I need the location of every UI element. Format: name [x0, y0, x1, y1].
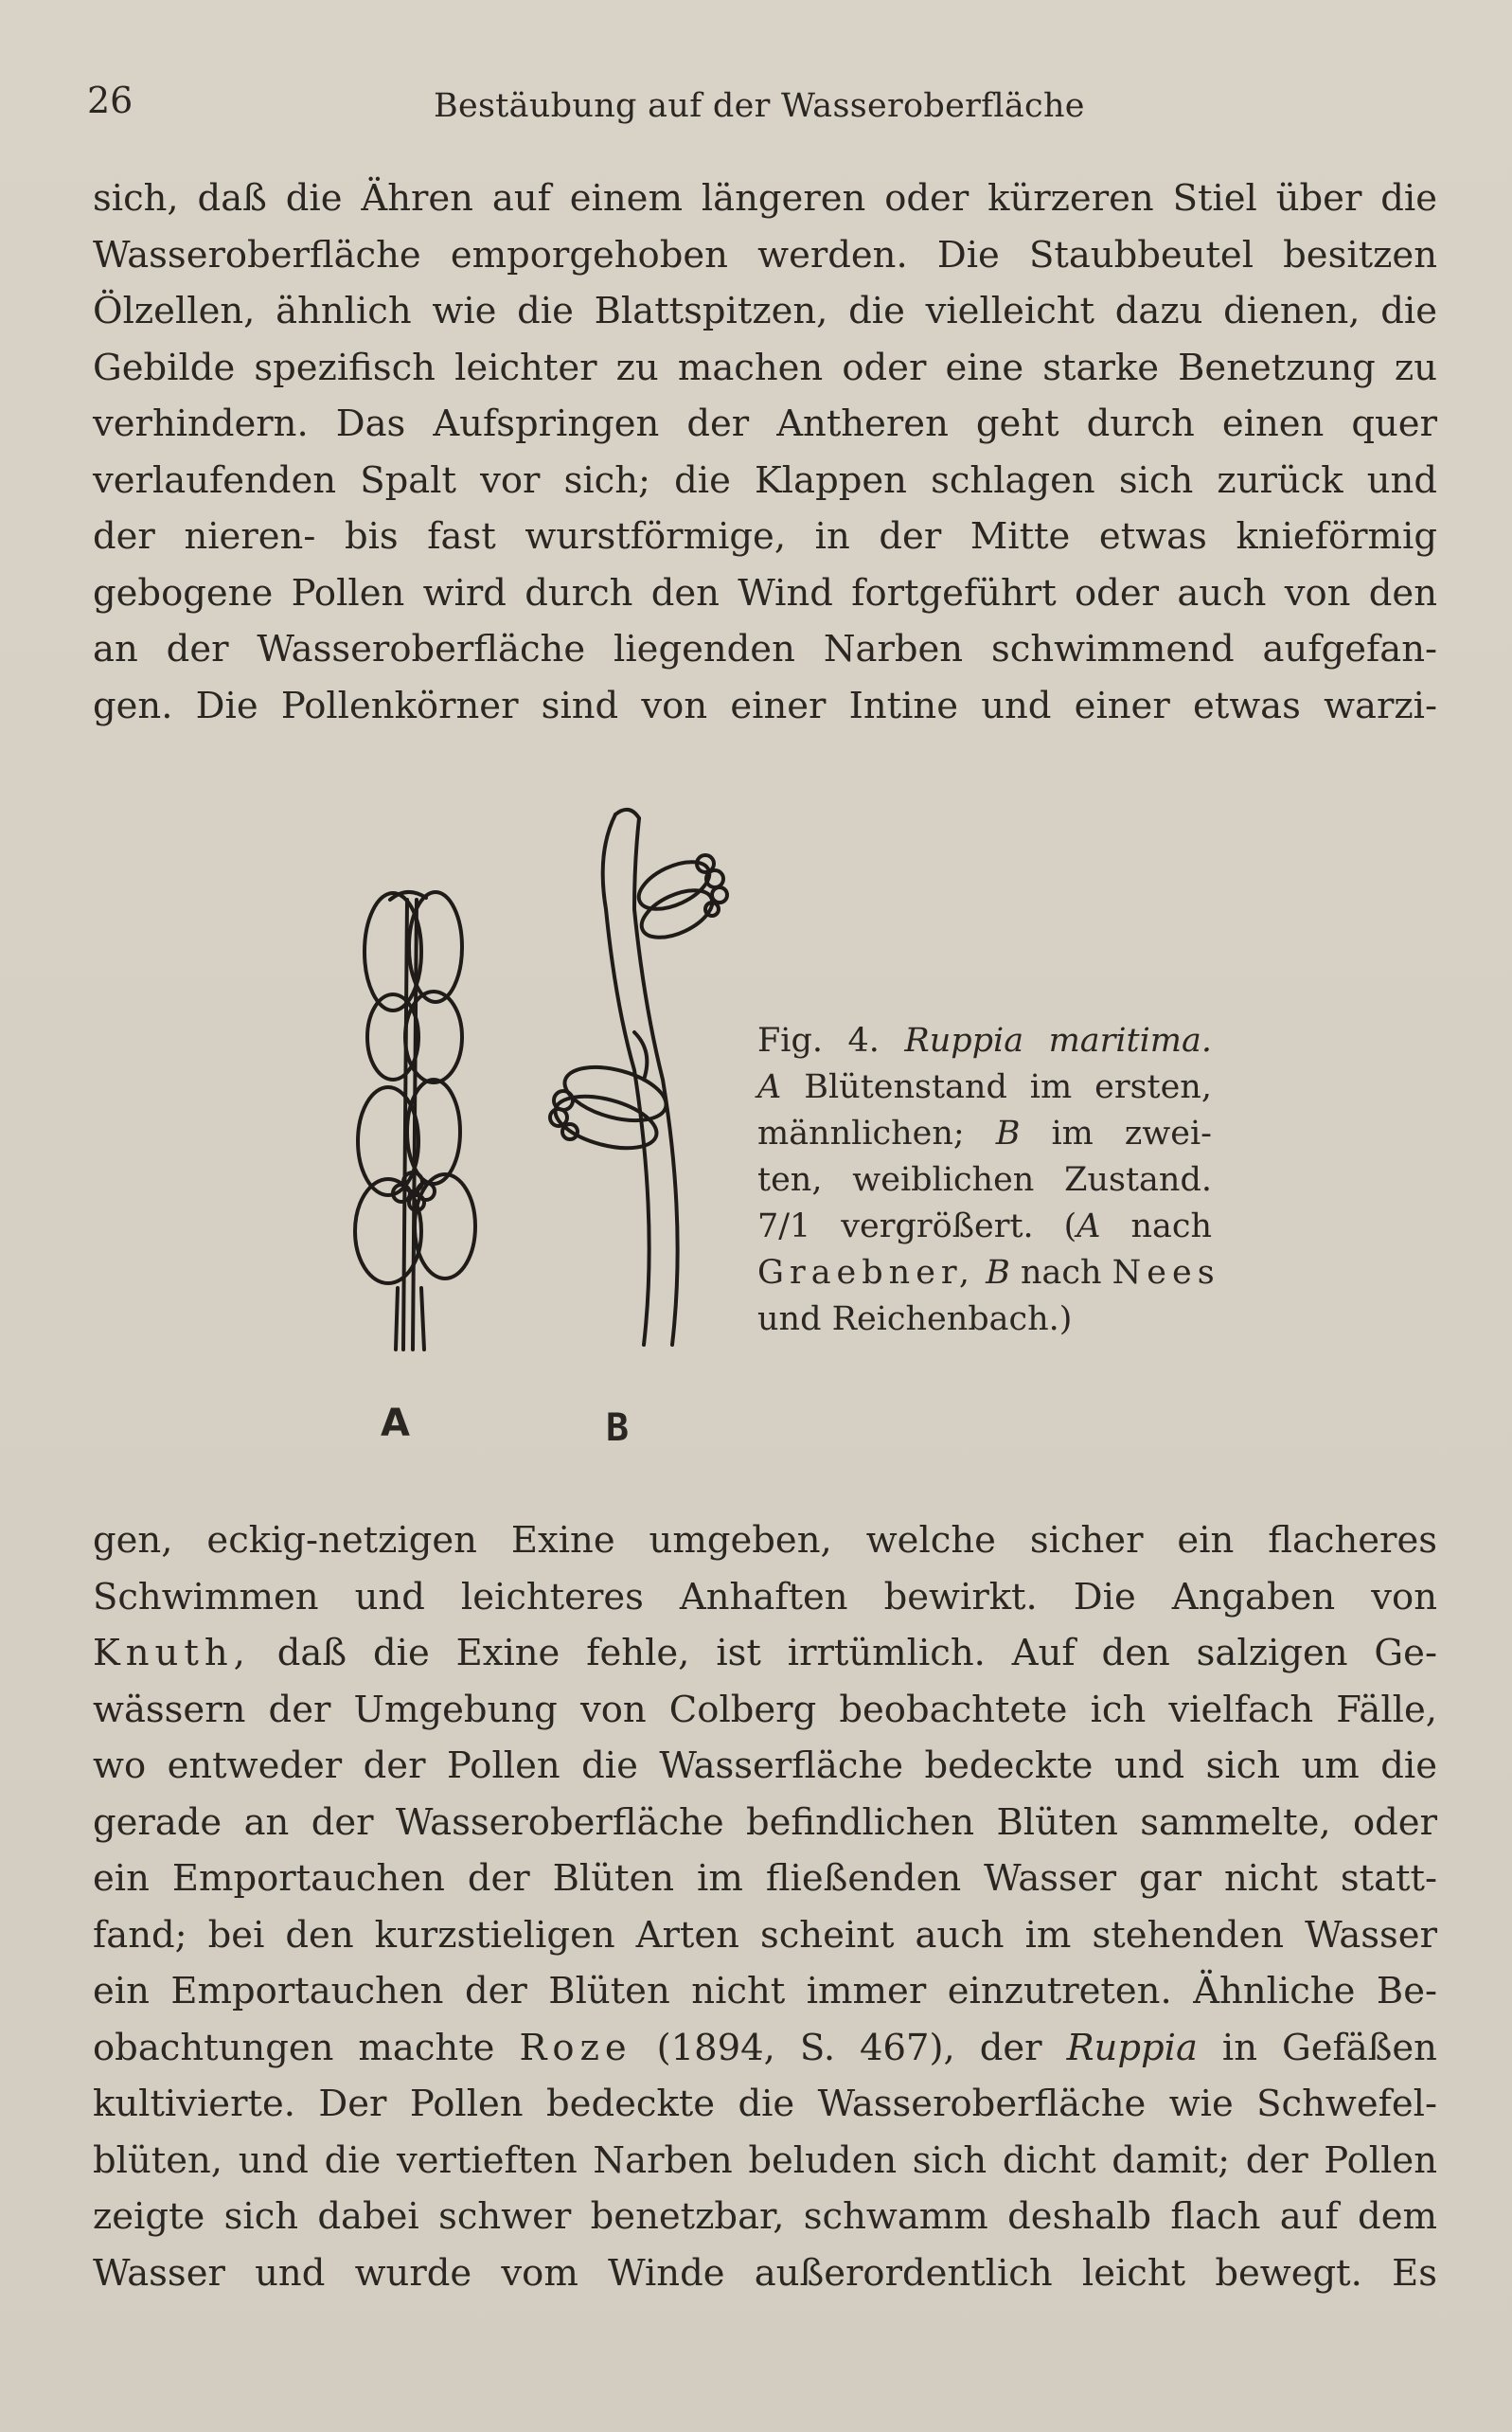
- caption-line: und Reichenbach.): [757, 1300, 1073, 1338]
- text-line: Ölzellen, ähnlich wie die Blattspitzen, die vielleicht dazu dienen, die: [93, 290, 1437, 332]
- text-line: an der Wasseroberfläche liegenden Narben schwimmend aufgefan-: [93, 628, 1437, 671]
- text-line: der nieren- bis fast wurstförmige, in der Mitte etwas knieförmig: [93, 515, 1437, 558]
- caption-line: [757, 1204, 1212, 1250]
- caption-author: Nees: [1112, 1254, 1220, 1292]
- top-paragraph: [93, 170, 1437, 734]
- running-title: Bestäubung auf der Wasseroberfläche: [434, 87, 1085, 125]
- text-line: Schwimmen und leichteres Anhaften bewirkt. Die Angaben von: [93, 1575, 1437, 1618]
- page-number: 26: [87, 80, 133, 121]
- caption-line: [757, 1111, 1212, 1157]
- text-line: wässern der Umgebung von Colberg beobachtete ich vielfach Fälle,: [93, 1688, 1437, 1731]
- text-span: (1894, S. 467), der: [656, 2026, 1042, 2069]
- text-line: gebogene Pollen wird durch den Wind fortgeführt oder auch von den: [93, 571, 1437, 615]
- text-line: blüten, und die vertieften Narben beluden sich dicht damit; der Pollen: [93, 2138, 1437, 2182]
- caption-author: Graebner,: [757, 1254, 975, 1292]
- text-line: Wasser und wurde vom Winde außerordentlich leicht bewegt. Es: [93, 2251, 1437, 2295]
- text-line: sich, daß die Ähren auf einem längeren oder kürzeren Stiel über die: [93, 177, 1437, 220]
- text-line: fand; bei den kurzstieligen Arten scheint auch im stehenden Wasser: [93, 1913, 1437, 1957]
- caption-line: ten, weiblichen Zustand.: [757, 1161, 1212, 1199]
- bottom-paragraph: [93, 1512, 1437, 2301]
- caption-species: Ruppia maritima.: [904, 1022, 1212, 1060]
- caption-letter: A: [757, 1068, 782, 1106]
- text-span: obachtungen machte: [93, 2026, 495, 2069]
- caption-text: nach: [1020, 1254, 1102, 1292]
- caption-text: männlichen;: [757, 1115, 965, 1153]
- text-line: zeigte sich dabei schwer benetzbar, schwamm deshalb flach auf dem: [93, 2195, 1437, 2238]
- caption-letter: A: [1076, 1207, 1101, 1245]
- inflorescence-b-drawing: [550, 810, 727, 1345]
- text-line: ein Emportauchen der Blüten nicht immer einzutreten. Ähnliche Be-: [93, 1970, 1437, 2012]
- caption-text: 7/1 vergrößert. (: [757, 1207, 1077, 1245]
- ruppia-illustration: [322, 796, 776, 1458]
- text-line: [93, 2020, 1437, 2077]
- author-name: Knuth,: [93, 1632, 251, 1674]
- text-line: verlaufenden Spalt vor sich; die Klappen schlagen sich zurück und: [93, 458, 1437, 502]
- caption-line: [757, 1064, 1212, 1111]
- figure-ruppia: [322, 796, 776, 1458]
- caption-letter: B: [995, 1115, 1021, 1153]
- figure-label-a: A: [381, 1402, 410, 1445]
- text-line: wo entweder der Pollen die Wasserfläche bedeckte und sich um die: [93, 1744, 1437, 1787]
- caption-line: [757, 1250, 1220, 1296]
- genus-name: Ruppia: [1066, 2026, 1198, 2069]
- figure-caption: [757, 1018, 1220, 1343]
- caption-text: Blütenstand im ersten,: [804, 1068, 1212, 1106]
- text-line: Gebilde spezifisch leichter zu machen oder eine starke Benetzung zu: [93, 346, 1437, 389]
- caption-fig-number: Fig. 4.: [757, 1022, 880, 1060]
- text-line: Wasseroberfläche emporgehoben werden. Die Staubbeutel besitzen: [93, 233, 1437, 277]
- text-line: [93, 1625, 1437, 1682]
- caption-letter: B: [986, 1254, 1010, 1292]
- text-line: gen, eckig-netzigen Exine umgeben, welche sicher ein flacheres: [93, 1519, 1437, 1562]
- text-line: gerade an der Wasseroberfläche befindlichen Blüten sammelte, oder: [93, 1800, 1437, 1844]
- running-head: [87, 80, 1439, 127]
- caption-line: [757, 1018, 1212, 1064]
- text-line: kultivierte. Der Pollen bedeckte die Wasseroberfläche wie Schwefel-: [93, 2083, 1437, 2125]
- author-name: Roze: [519, 2026, 632, 2069]
- figure-label-b: B: [606, 1406, 630, 1450]
- text-line: verhindern. Das Aufspringen der Antheren geht durch einen quer: [93, 402, 1437, 445]
- text-line: gen. Die Pollenkörner sind von einer Intine und einer etwas warzi-: [93, 684, 1437, 727]
- inflorescence-a-drawing: [355, 892, 475, 1350]
- caption-text: im zwei-: [1051, 1115, 1212, 1153]
- text-span: in Gefäßen: [1221, 2026, 1437, 2069]
- caption-text: nach: [1130, 1207, 1212, 1245]
- text-span: daß die Exine fehle, ist irrtümlich. Auf den salzigen Ge-: [276, 1632, 1437, 1674]
- text-line: ein Emportauchen der Blüten im fließenden Wasser gar nicht statt-: [93, 1857, 1437, 1900]
